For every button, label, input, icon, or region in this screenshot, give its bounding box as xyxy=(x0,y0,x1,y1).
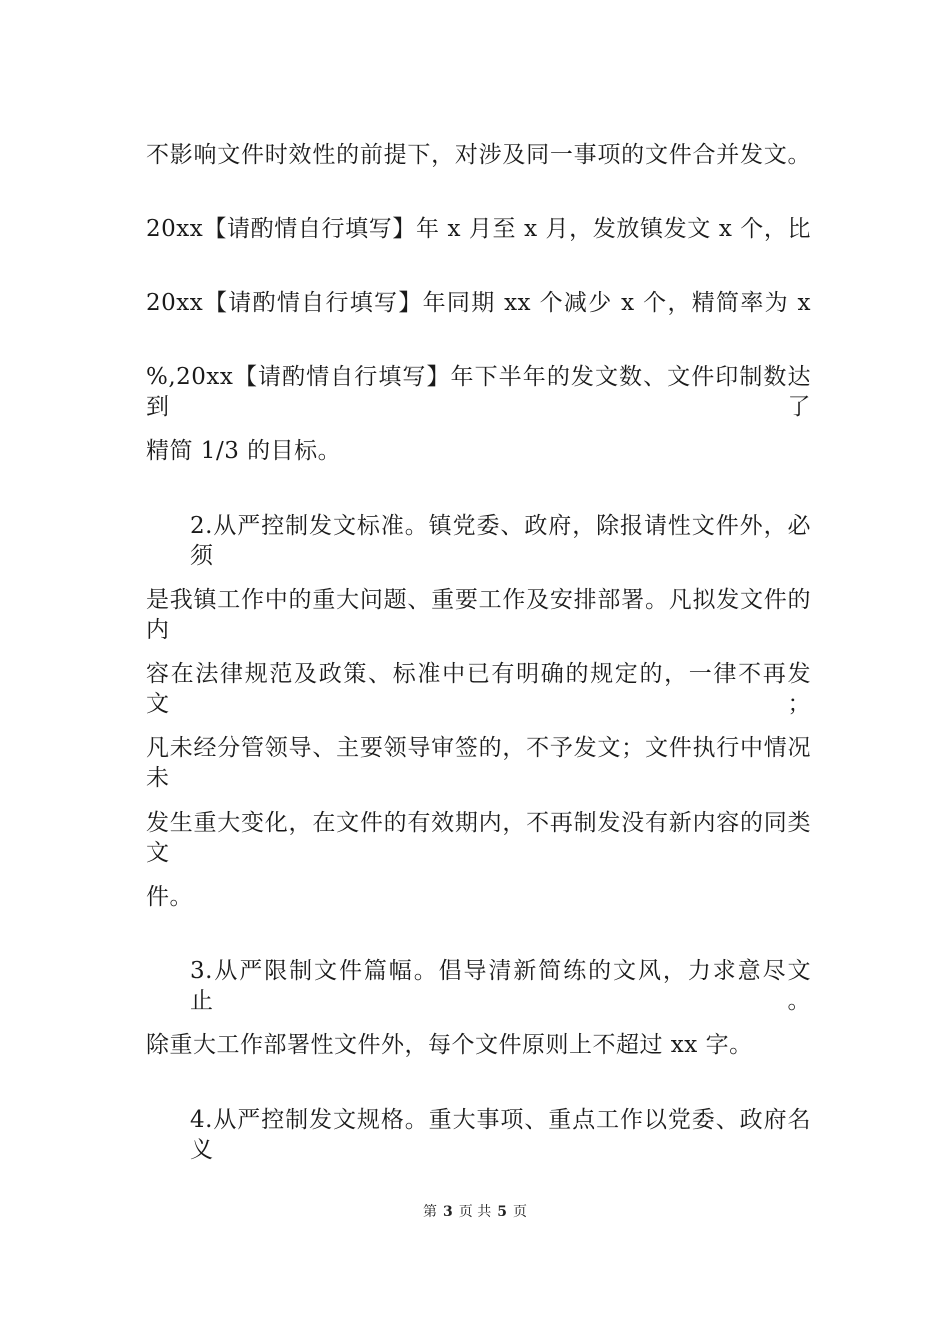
paragraph-2-line-5: 发生重大变化，在文件的有效期内，不再制发没有新内容的同类文 xyxy=(146,810,811,866)
footer-total-pages: 5 xyxy=(497,1204,507,1220)
body-line-5: 精简 1/3 的目标。 xyxy=(146,438,342,464)
paragraph-4-line-1: 4.从严控制发文规格。重大事项、重点工作以党委、政府名义 xyxy=(190,1107,811,1163)
footer-current-page: 3 xyxy=(443,1204,453,1220)
paragraph-2-line-2: 是我镇工作中的重大问题、重要工作及安排部署。凡拟发文件的内 xyxy=(146,587,811,643)
paragraph-2-line-1: 2.从严控制发文标准。镇党委、政府，除报请性文件外，必须 xyxy=(190,513,811,569)
footer-suffix: 页 xyxy=(512,1204,527,1220)
body-line-2: 20xx【请酌情自行填写】年 x 月至 x 月，发放镇发文 x 个，比 xyxy=(146,216,811,242)
footer-prefix: 第 xyxy=(423,1204,438,1220)
paragraph-2-line-3: 容在法律规范及政策、标准中已有明确的规定的，一律不再发文； xyxy=(146,661,811,717)
paragraph-3-line-1: 3.从严限制文件篇幅。倡导清新简练的文风，力求意尽文止。 xyxy=(190,958,811,1014)
paragraph-2-line-6: 件。 xyxy=(146,884,193,910)
page-footer xyxy=(0,1203,950,1221)
body-line-4: %,20xx【请酌情自行填写】年下半年的发文数、文件印制数达到了 xyxy=(146,364,811,420)
footer-mid: 页 共 xyxy=(458,1204,492,1220)
body-line-1: 不影响文件时效性的前提下，对涉及同一事项的文件合并发文。 xyxy=(146,142,811,168)
paragraph-2-line-4: 凡未经分管领导、主要领导审签的，不予发文；文件执行中情况未 xyxy=(146,735,811,791)
body-line-3: 20xx【请酌情自行填写】年同期 xx 个减少 x 个，精简率为 x xyxy=(146,290,811,316)
paragraph-3-line-2: 除重大工作部署性文件外，每个文件原则上不超过 xx 字。 xyxy=(146,1032,753,1058)
